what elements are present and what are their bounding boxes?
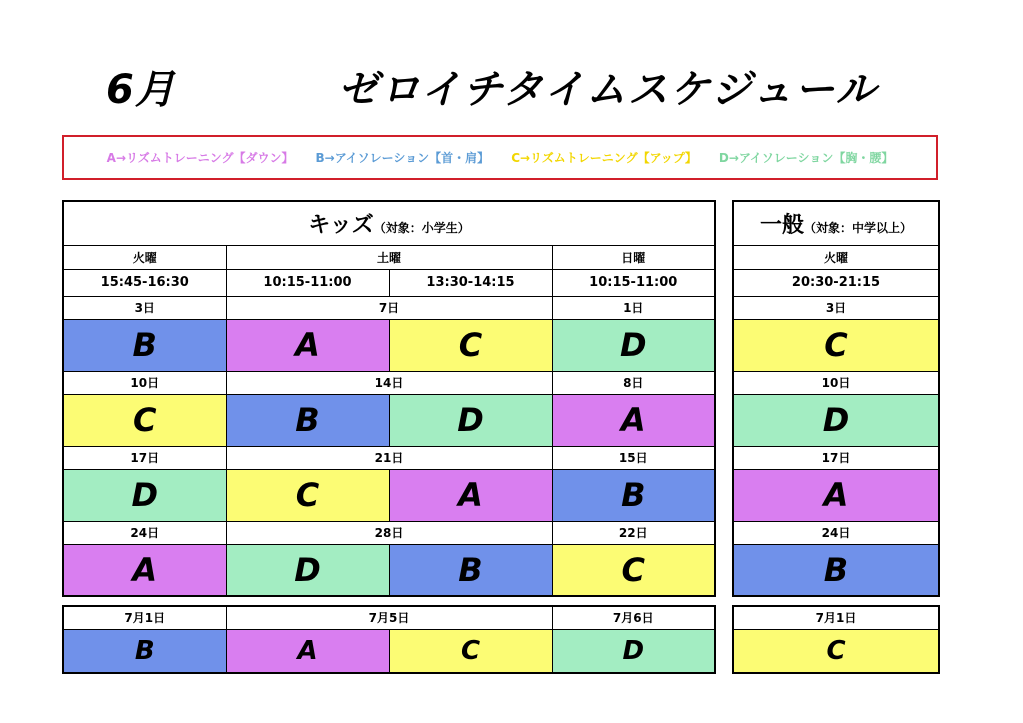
schedule-title: ゼロイチタイムスケジュール: [338, 67, 878, 113]
date-tue: 24日: [63, 521, 226, 544]
slot-cell: D: [63, 469, 226, 521]
date-tue: 10日: [63, 371, 226, 394]
date-sun: 7月6日: [552, 606, 715, 629]
kids-july-table: [62, 605, 716, 674]
slot-cell: A: [226, 629, 389, 673]
general-date: 10日: [733, 371, 939, 394]
slot-cell: B: [389, 544, 552, 596]
kids-schedule-table: [62, 200, 716, 597]
slot-cell: A: [226, 319, 389, 371]
legend-box: [62, 135, 938, 180]
general-target: （対象：中学以上）: [804, 220, 913, 235]
date-tue: 17日: [63, 446, 226, 469]
time-sun: 10:15-11:00: [552, 269, 715, 296]
slot-cell: D: [552, 319, 715, 371]
slot-cell: C: [552, 544, 715, 596]
general-schedule-table: [732, 200, 940, 597]
general-july-table: [732, 605, 940, 674]
date-sat: 7月5日: [226, 606, 552, 629]
slot-cell: B: [63, 629, 226, 673]
slot-cell: C: [63, 394, 226, 446]
general-date: 17日: [733, 446, 939, 469]
general-time: 20:30-21:15: [733, 269, 939, 296]
date-sun: 1日: [552, 296, 715, 319]
slot-cell: C: [389, 319, 552, 371]
slot-cell: C: [389, 629, 552, 673]
date-sun: 15日: [552, 446, 715, 469]
date-tue: 7月1日: [63, 606, 226, 629]
slot-cell: D: [389, 394, 552, 446]
slot-cell: D: [552, 629, 715, 673]
legend-item-b: B→アイソレーション【首・肩】: [315, 151, 490, 165]
slot-cell: B: [552, 469, 715, 521]
date-sat: 28日: [226, 521, 552, 544]
slot-cell: B: [226, 394, 389, 446]
general-date: 3日: [733, 296, 939, 319]
general-day: 火曜: [733, 245, 939, 269]
slot-cell: A: [552, 394, 715, 446]
slot-cell: A: [733, 469, 939, 521]
date-sat: 14日: [226, 371, 552, 394]
general-title: 一般: [759, 212, 804, 238]
general-header: [733, 201, 939, 245]
legend-item-c: C→リズムトレーニング【アップ】: [511, 151, 697, 165]
kids-header: [63, 201, 715, 245]
date-sat: 7日: [226, 296, 552, 319]
kids-target: （対象：小学生）: [373, 220, 470, 235]
slot-cell: D: [226, 544, 389, 596]
slot-cell: C: [733, 319, 939, 371]
time-sat-1: 10:15-11:00: [226, 269, 389, 296]
general-date: 7月1日: [733, 606, 939, 629]
slot-cell: A: [63, 544, 226, 596]
date-sun: 8日: [552, 371, 715, 394]
date-sat: 21日: [226, 446, 552, 469]
time-sat-2: 13:30-14:15: [389, 269, 552, 296]
month-title: 6月: [106, 67, 176, 113]
legend-item-a: A→リズムトレーニング【ダウン】: [106, 151, 294, 165]
slot-cell: B: [63, 319, 226, 371]
slot-cell: C: [733, 629, 939, 673]
day-tue: 火曜: [63, 245, 226, 269]
date-tue: 3日: [63, 296, 226, 319]
general-date: 24日: [733, 521, 939, 544]
time-tue: 15:45-16:30: [63, 269, 226, 296]
slot-cell: A: [389, 469, 552, 521]
slot-cell: D: [733, 394, 939, 446]
date-sun: 22日: [552, 521, 715, 544]
legend-item-d: D→アイソレーション【胸・腰】: [718, 151, 894, 165]
kids-title: キッズ: [308, 212, 374, 238]
slot-cell: B: [733, 544, 939, 596]
slot-cell: C: [226, 469, 389, 521]
day-sat: 土曜: [226, 245, 552, 269]
day-sun: 日曜: [552, 245, 715, 269]
